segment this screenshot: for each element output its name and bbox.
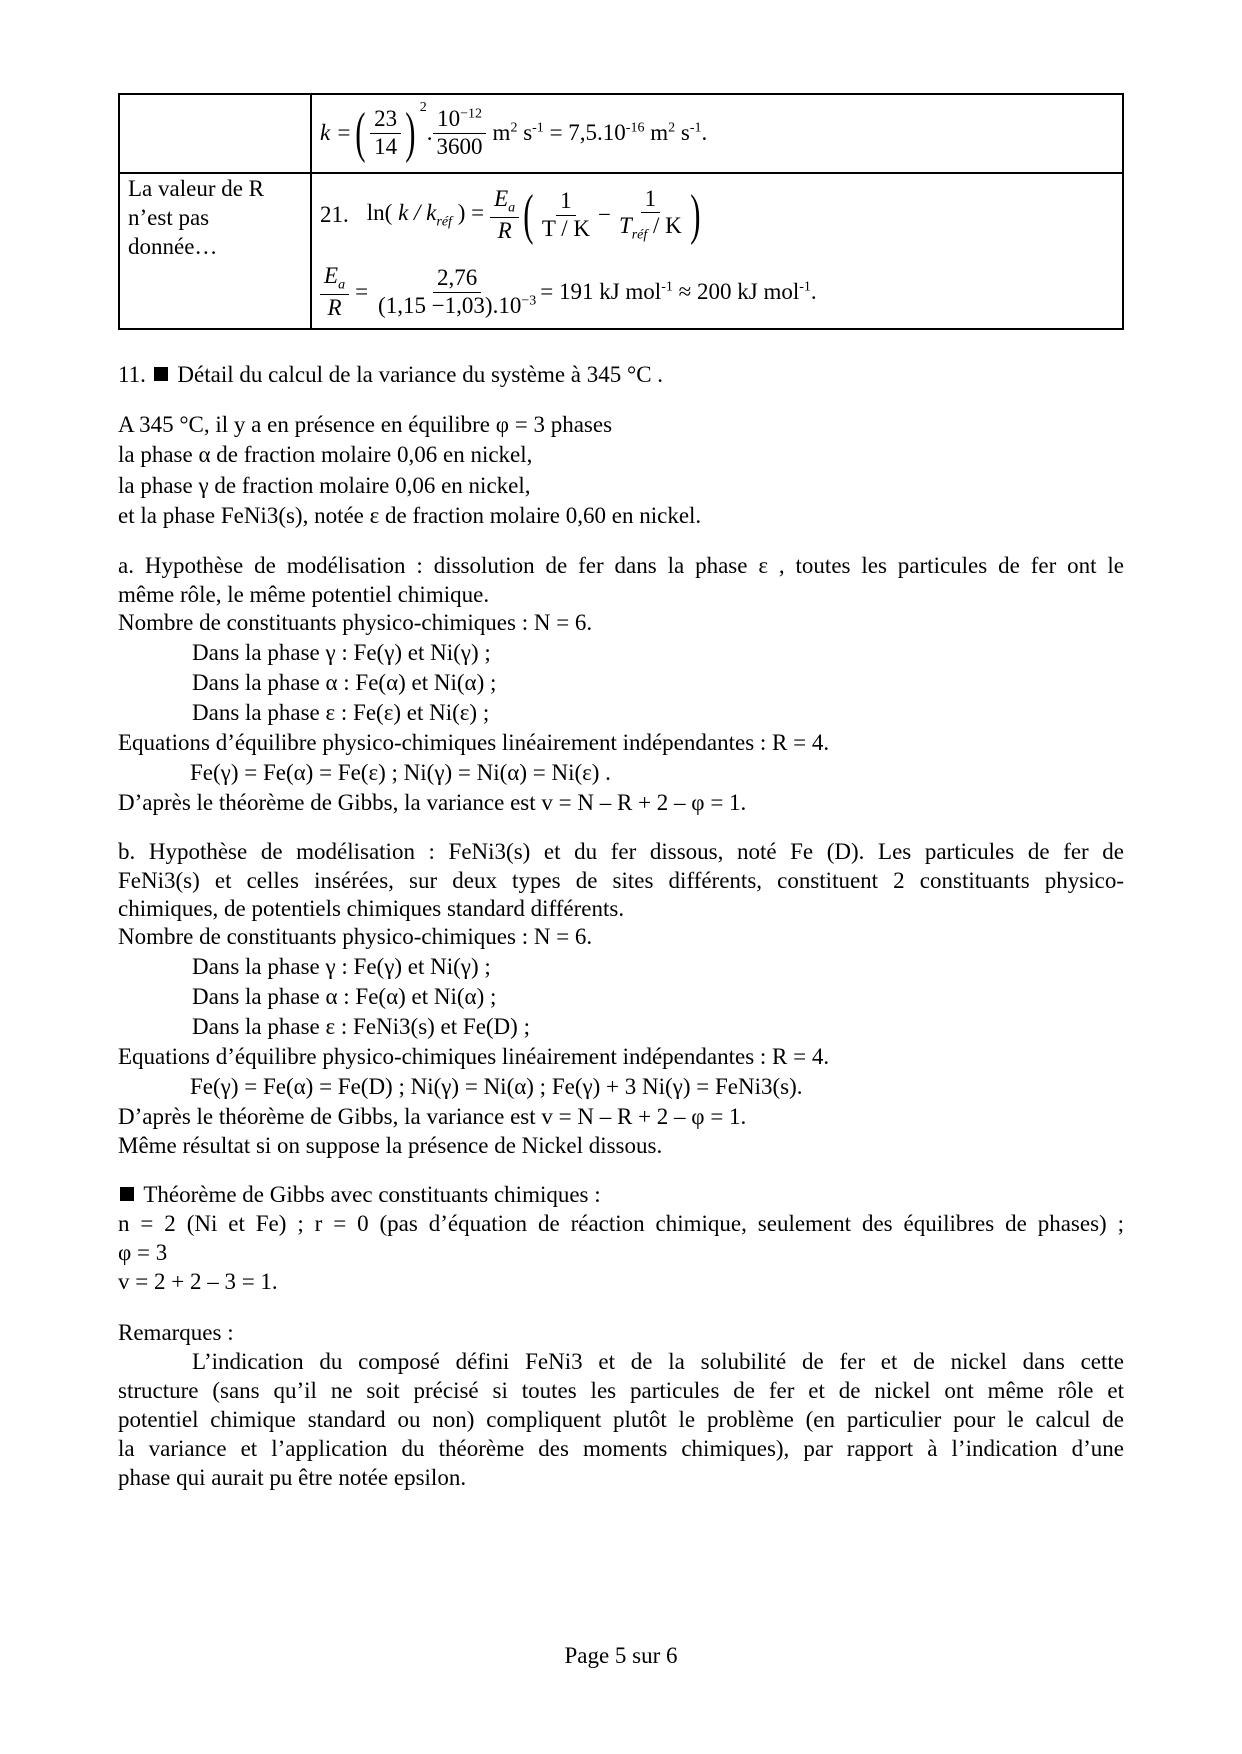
minus-sign: − bbox=[597, 201, 611, 227]
gibbs-chem-line-1: n = 2 (Ni et Fe) ; r = 0 (pas d’équation de réaction chimique, seulement des équilibres de phases) ; bbox=[118, 1211, 1124, 1236]
ea-result: = 191 kJ mol$^{-1}$ ≈ 200 kJ mol$^{-1}$. bbox=[540, 278, 817, 304]
b-equations: Equations d’équilibre physico-chimiques linéairement indépendantes : R = 4. bbox=[118, 1044, 830, 1069]
side-note: La valeur de R n’est pas donnée… bbox=[128, 176, 265, 259]
remarks-line-4: la variance et l’application du théorème des moments chimiques), par rapport à l’indication d’une bbox=[118, 1436, 1124, 1461]
intro-line-4: et la phase FeNi3(s), notée ε de fraction molaire 0,60 en nickel. bbox=[118, 503, 702, 528]
open-paren: ( bbox=[355, 102, 366, 164]
b-nickel-note: Même résultat si on suppose la présence de Nickel dissous. bbox=[118, 1133, 663, 1158]
gibbs-chem-line-2: φ = 3 bbox=[118, 1240, 168, 1265]
ea-result-equation bbox=[320, 255, 817, 329]
ratio-fraction bbox=[370, 106, 401, 160]
remarks-heading: Remarques : bbox=[118, 1320, 234, 1345]
table-row-divider bbox=[120, 172, 1122, 174]
ln-term: ln( k / $k_{réf}$ ) = bbox=[366, 199, 485, 230]
section-11-heading: 11. Détail du calcul de la variance du système à 345 °C . bbox=[118, 362, 664, 387]
a-equations: Equations d’équilibre physico-chimiques linéairement indépendantes : R = 4. bbox=[118, 730, 830, 755]
close-paren: ) bbox=[689, 184, 701, 246]
b-phase-epsilon: Dans la phase ε : FeNi3(s) et Fe(D) ; bbox=[192, 1014, 530, 1039]
intro-line-2: la phase α de fraction molaire 0,06 en nickel, bbox=[118, 442, 533, 467]
a-line-1: a. Hypothèse de modélisation : dissolution de fer dans la phase ε , toutes les particules de fer ont le bbox=[118, 553, 1124, 578]
bullet-square-icon bbox=[154, 367, 168, 381]
dot: . bbox=[426, 119, 433, 145]
time-numerator: $10^{-12}$ bbox=[433, 106, 486, 133]
b-line-1: b. Hypothèse de modélisation : FeNi3(s) et du fer dissous, noté Fe (D). Les particules de fer de bbox=[118, 839, 1124, 864]
time-denominator: 3600 bbox=[436, 133, 483, 159]
answer-table bbox=[118, 93, 1124, 330]
k-lhs: k = bbox=[320, 119, 352, 145]
b-line-3: chimiques, de potentiels chimiques standard différents. bbox=[118, 896, 625, 921]
ea-value-fraction: $\frac{2,76}{(1,15 -1,03).10^{-3}}$ bbox=[378, 265, 537, 318]
ratio-numerator: 23 bbox=[370, 106, 401, 133]
a-phase-alpha: Dans la phase α : Fe(α) et Ni(α) ; bbox=[192, 670, 497, 695]
b-phase-gamma: Dans la phase γ : Fe(γ) et Ni(γ) ; bbox=[192, 954, 491, 979]
page-footer: Page 5 sur 6 bbox=[564, 1643, 678, 1668]
question-number: 21. bbox=[320, 201, 349, 227]
a-phase-epsilon: Dans la phase ε : Fe(ε) et Ni(ε) ; bbox=[192, 700, 490, 725]
b-gibbs: D’après le théorème de Gibbs, la variance est v = N – R + 2 – φ = 1. bbox=[118, 1104, 747, 1129]
a-phase-gamma: Dans la phase γ : Fe(γ) et Ni(γ) ; bbox=[192, 640, 491, 665]
close-paren: ) bbox=[405, 102, 416, 164]
ea-over-r-2: $\frac{E_a}{R}$ bbox=[320, 263, 349, 321]
a-gibbs: D’après le théorème de Gibbs, la variance est v = N – R + 2 – φ = 1. bbox=[118, 790, 747, 815]
table-column-divider bbox=[310, 95, 312, 328]
ratio-denominator: 14 bbox=[374, 133, 398, 159]
ea-over-r: $\frac{E_a}{R}$ bbox=[490, 186, 519, 244]
a-line-2: même rôle, le même potentiel chimique. bbox=[118, 582, 490, 607]
intro-line-1: A 345 °C, il y a en présence en équilibre φ = 3 phases bbox=[118, 412, 613, 437]
remarks-line-3: potentiel chimique standard ou non) compliquent plutôt le problème (en particulier pour le calcul de bbox=[118, 1407, 1124, 1432]
open-paren: ( bbox=[523, 184, 534, 246]
b-phase-alpha: Dans la phase α : Fe(α) et Ni(α) ; bbox=[192, 984, 497, 1009]
remarks-line-5: phase qui aurait pu être notée epsilon. bbox=[118, 1465, 467, 1490]
gibbs-chem-line-3: v = 2 + 2 – 3 = 1. bbox=[118, 1269, 278, 1294]
a-equations-detail: Fe(γ) = Fe(α) = Fe(ε) ; Ni(γ) = Ni(α) = Ni(ε) . bbox=[190, 760, 611, 785]
ratio-exponent: 2 bbox=[419, 100, 427, 115]
remarks-line-1: L’indication du composé défini FeNi3 et de la solubilité de fer et de nickel dans cette bbox=[192, 1349, 1124, 1374]
arrhenius-equation bbox=[320, 175, 704, 255]
gibbs-chem-heading: Théorème de Gibbs avec constituants chimiques : bbox=[118, 1180, 1124, 1210]
inverse-t: $\frac{1}{T / K}$ bbox=[541, 188, 590, 241]
remarks-line-2: structure (sans qu’il ne soit précisé si toutes les particules de fer et de nickel ont même rôle et bbox=[118, 1378, 1124, 1403]
inverse-tref: $\frac{1}{T_{réf} / K}$ bbox=[618, 185, 682, 243]
a-constituents: Nombre de constituants physico-chimiques : N = 6. bbox=[118, 610, 593, 635]
bullet-square-icon bbox=[120, 1187, 134, 1201]
b-constituents: Nombre de constituants physico-chimiques : N = 6. bbox=[118, 924, 593, 949]
b-line-2: FeNi3(s) et celles insérées, sur deux types de sites différents, constituent 2 constituants physico- bbox=[118, 868, 1124, 893]
time-fraction bbox=[433, 106, 487, 160]
b-equations-detail: Fe(γ) = Fe(α) = Fe(D) ; Ni(γ) = Ni(α) ; Fe(γ) + 3 Ni(γ) = FeNi3(s). bbox=[190, 1074, 803, 1099]
equals-sign: = bbox=[355, 278, 369, 304]
k-result: $m^2$ $s^{-1} = 7,5.10^{-16}$ $m^2$ $s^{-1}$. bbox=[492, 119, 708, 145]
intro-line-3: la phase γ de fraction molaire 0,06 en nickel, bbox=[118, 473, 531, 498]
k-equation bbox=[320, 95, 707, 171]
